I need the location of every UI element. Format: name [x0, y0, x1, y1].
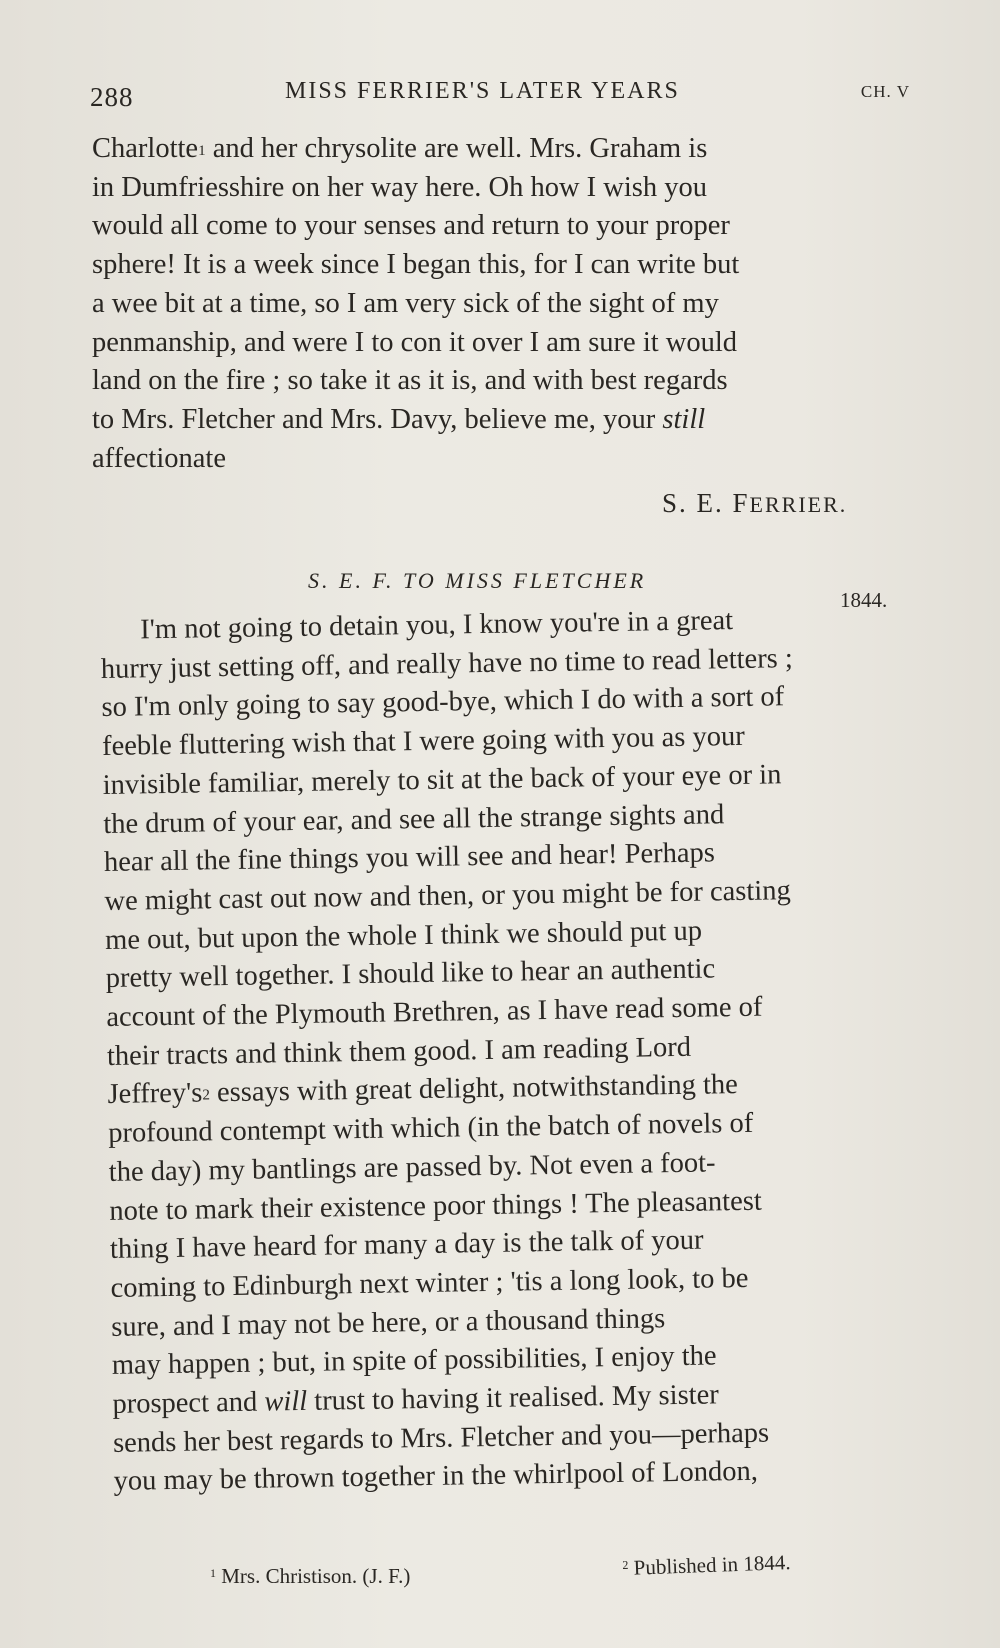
- line-text: their tracts and think them good. I am reading Lord: [106, 1031, 692, 1072]
- signature-surname: ERRIER.: [749, 492, 848, 517]
- line-text: I'm not going to detain you, I know you're in a great: [140, 605, 734, 646]
- line-text: hear all the fine things you will see and hear! Perhaps: [103, 837, 716, 879]
- line-text: prospect and will trust to having it realised. My sister: [112, 1379, 719, 1420]
- line-text: in Dumfriesshire on her way here. Oh how I wish you: [92, 171, 707, 203]
- line-text: account of the Plymouth Brethren, as I have read some of: [106, 991, 763, 1033]
- line-text: $Jeffrey's^2$ essays with great delight, notwithstanding the: [107, 1069, 739, 1111]
- line-text: Charlotte$^1$ and her chrysolite are well. Mrs. Graham is: [92, 133, 708, 164]
- line-text: the day) my bantlings are passed by. Not even a foot-: [108, 1147, 716, 1188]
- footnote-2: $^2$ Published in 1844.: [622, 1550, 791, 1580]
- letter-heading: S. E. F. TO MISS FLETCHER: [308, 568, 647, 593]
- line-text: feeble fluttering wish that I were going with you as your: [101, 721, 745, 763]
- line-text: we might cast out now and then, or you might be for casting: [104, 875, 791, 917]
- letter-body-paragraph: [100, 599, 929, 1502]
- letter-closing-paragraph: [92, 130, 910, 478]
- text-line: [92, 169, 910, 208]
- text-line: [92, 324, 910, 363]
- letter-date: 1844.: [840, 588, 888, 612]
- footnote-ref: 1: [198, 143, 206, 159]
- text-line: [92, 285, 910, 324]
- text-line: [92, 246, 910, 285]
- footnote-ref: 2: [202, 1087, 211, 1104]
- text-line: [92, 440, 910, 479]
- text-line: [92, 401, 910, 440]
- line-text: pretty well together. I should like to hear an authentic: [105, 953, 716, 995]
- chapter-label: CH. V: [860, 82, 910, 101]
- line-text: invisible familiar, merely to sit at the back of your eye or in: [102, 759, 782, 801]
- line-text: note to mark their existence poor things ! The pleasantest: [109, 1185, 762, 1227]
- line-text: me out, but upon the whole I think we should put up: [104, 915, 703, 956]
- line-text: you may be thrown together in the whirlpool of London,: [113, 1456, 759, 1498]
- line-text: so I'm only going to say good-bye, which I do with a sort of: [101, 681, 785, 724]
- line-text: to Mrs. Fletcher and Mrs. Davy, believe me, your still: [92, 403, 706, 435]
- line-text: would all come to your senses and return to your proper: [92, 210, 730, 242]
- line-text: thing I have heard for many a day is the talk of your: [109, 1224, 704, 1266]
- line-text: may happen ; but, in spite of possibilities, I enjoy the: [111, 1340, 717, 1382]
- line-text: coming to Edinburgh next winter ; 'tis a long look, to be: [110, 1262, 749, 1304]
- running-title: MISS FERRIER'S LATER YEARS: [285, 78, 680, 104]
- text-line: [92, 130, 910, 169]
- line-text: sends her best regards to Mrs. Fletcher and you—perhaps: [112, 1417, 770, 1459]
- footnote-1: $^1$ Mrs. Christison. (J. F.): [210, 1564, 411, 1588]
- text-line: [92, 362, 910, 401]
- line-text: sure, and I may not be here, or a thousand things: [110, 1302, 666, 1343]
- line-text: hurry just setting off, and really have no time to read letters ;: [100, 642, 794, 685]
- signature-initials: S. E. F: [662, 488, 750, 518]
- signature: [662, 488, 847, 519]
- line-text: affectionate: [92, 442, 226, 474]
- line-text: profound contempt with which (in the batch of novels of: [107, 1107, 754, 1150]
- line-text: the drum of your ear, and see all the strange sights and: [103, 798, 725, 840]
- text-line: [92, 207, 910, 246]
- line-text: penmanship, and were I to con it over I am sure it would: [92, 326, 738, 358]
- line-text: a wee bit at a time, so I am very sick of the sight of my: [92, 287, 719, 319]
- page-number: 288: [90, 82, 134, 112]
- line-text: land on the fire ; so take it as it is, and with best regards: [92, 365, 728, 397]
- line-text: sphere! It is a week since I began this, for I can write but: [92, 249, 740, 281]
